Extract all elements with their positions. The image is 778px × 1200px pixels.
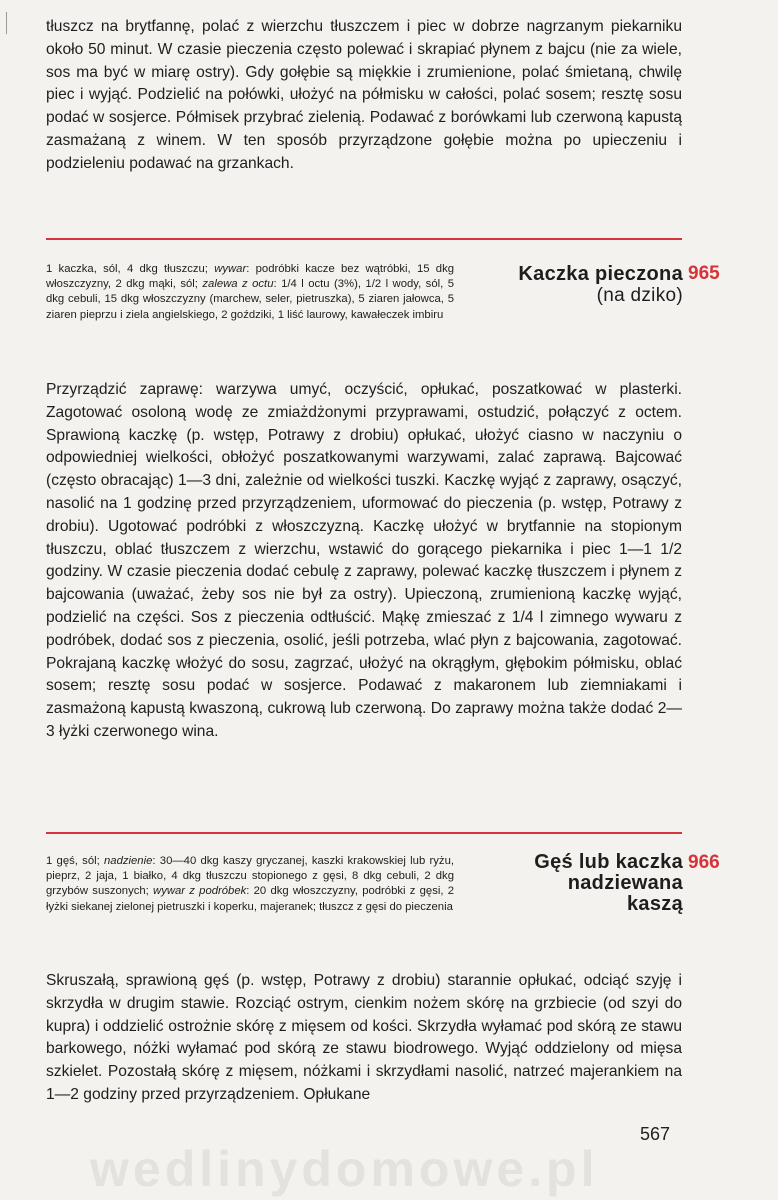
recipe-subtitle-965: (na dziko) — [596, 285, 683, 306]
method-966: Skruszałą, sprawioną gęś (p. wstęp, Potrawy z drobiu) starannie opłukać, odciąć szyję i skrzydła w drugim stawie. Rozciąć ostrym, cienkim nożem skórę na grzbiecie (od szyi do kupra) i oddzielić ostrożnie skórę z mięsem od kości. Skrzydła wyłamać pod skórą ze stawu barkowego, nóżki wyłamać pod skórą ze stawu biodrowego. Wyjąć oddzielony od mięsa szkielet. Pozostałą skórę z mięsem, nóżkami i skrzydłami nasolić, natrzeć majerankiem na 1—2 godziny przed przyrządzeniem. Opłukane — [46, 972, 682, 1103]
method-965: Przyrządzić zaprawę: warzywa umyć, oczyścić, opłukać, poszatkować w plasterki. Zagotować osoloną wodę ze zmiażdżonymi przyprawami, ostudzić, połączyć z octem. Sprawioną kaczkę (p. wstęp, Potrawy z drobiu) opłukać, ułożyć ciasno w naczyniu o odpowiedniej wielkości, obłożyć poszatkowanymi warzywami, zalać zaprawą. Bajcować (często obracając) 1—3 dni, zależnie od wielkości tuszki. Kaczkę wyjąć z zaprawy, osączyć, nasolić na 1 godzinę przed przyrządzeniem, uformować do pieczenia (p. wstęp, Potrawy z drobiu). Ugotować podróbki z włoszczyzną. Kaczkę ułożyć w brytfannie na stopionym tłuszczu, oblać tłuszczem z wierzchu, wstawić do gorącego piekarnika i piec 1—1 1/2 godziny. W czasie pieczenia dodać cebulę z zaprawy, polewać kaczkę tłuszczem i płynem z bajcowania (uważać, żeby sos nie był za ostry). Upieczoną, zrumienioną kaczkę wyjąć, podzielić na części. Sos z pieczenia odtłuścić. Mąkę zmieszać z 1/4 l zimnego wywaru z podróbek, dodać sos z pieczenia, osolić, jeśli potrzeba, wlać płyn z bajcowania, zagotować. Pokrajaną kaczkę włożyć do sosu, zagrzać, ułożyć na okrągłym, głębokim półmisku, oblać sosem; resztę sosu podać w sosjerce. Podawać z makaronem lub ziemniakami i zasmażoną kapustą kwaszoną, cukrową lub czerwoną. Do zaprawy można także dodać 2—3 łyżki czerwonego wina. — [46, 381, 682, 740]
recipe-title-965 — [518, 263, 683, 307]
recipe-title-966-line2: nadziewana — [567, 872, 683, 894]
intro-paragraph: tłuszcz na brytfannę, polać z wierzchu tłuszczem i piec w dobrze nagrzanym piekarniku około 50 minut. W czasie pieczenia często polewać i skrapiać płynem z bajcu (nie za wiele, sos ma być w miarę ostry). Gdy gołębie są miękkie i zrumienione, polać śmietaną, chwilę piec i wyjąć. Podzielić na połówki, ułożyć na półmisku w całości, polać sosem; resztę sosu podać w sosjerce. Półmisek przybrać zielenią. Podawać z borówkami lub czerwoną kapustą zasmażaną z winem. W ten sposób przyrządzone gołębie można po upieczeniu i podzieleniu podawać na grzankach. — [46, 18, 682, 172]
ingredients-966-text: : 30—40 dkg kaszy gryczanej, kaszki krakowskiej lub ryżu, pieprz, 2 jaja, 1 białko, 4 dkg tłuszczu stopionego z gęsi, 8 dkg cebuli, 2 dkg grzybów suszonych; — [46, 855, 454, 898]
margin-mark — [6, 12, 7, 34]
recipe-title-966-line3: kaszą — [627, 893, 683, 915]
section-divider-965 — [46, 238, 682, 240]
recipe-title-965-main: Kaczka pieczona — [518, 263, 683, 285]
ingredients-965-label-zalewa: zalewa z octu — [202, 278, 274, 291]
ingredients-965-label-wywar: wywar — [214, 263, 247, 275]
page-number: 567 — [640, 1124, 671, 1144]
section-divider-966 — [46, 832, 682, 834]
recipe-number-965: 965 — [688, 263, 720, 284]
ingredients-966 — [46, 854, 454, 915]
ingredients-965 — [46, 262, 454, 323]
watermark: wedlinydomowe.pl — [90, 1141, 599, 1197]
ingredients-966-text: 1 gęś, sól; — [46, 855, 105, 867]
recipe-title-966 — [534, 852, 683, 915]
recipe-number-966: 966 — [688, 852, 720, 873]
ingredients-966-label-nadzienie: nadzienie — [104, 855, 153, 867]
ingredients-965-text: : podróbki kacze bez wątróbki, 15 dkg włoszczyzny, 2 dkg mąki, sól; — [46, 263, 454, 291]
recipe-title-966-line1: Gęś lub kaczka — [534, 851, 683, 873]
ingredients-966-text: : 20 dkg włoszczyzny, podróbki z gęsi, 2 łyżki siekanej zielonej pietruszki i koperku, majeranek; tłuszcz z gęsi do pieczenia — [46, 885, 455, 913]
ingredients-966-label-wywar: wywar z podróbek — [153, 885, 247, 898]
ingredients-965-text: : 1/4 l octu (3%), 1/2 l wody, sól, 5 dkg cebuli, 15 dkg włoszczyzny (marchew, seler, pietruszka), 5 ziaren jałowca, 5 ziaren pieprzu i ziela angielskiego, 2 goździki, 1 liść laurowy, kawałeczek imbiru — [46, 278, 454, 321]
ingredients-965-text: 1 kaczka, sól, 4 dkg tłuszczu; — [46, 263, 215, 275]
